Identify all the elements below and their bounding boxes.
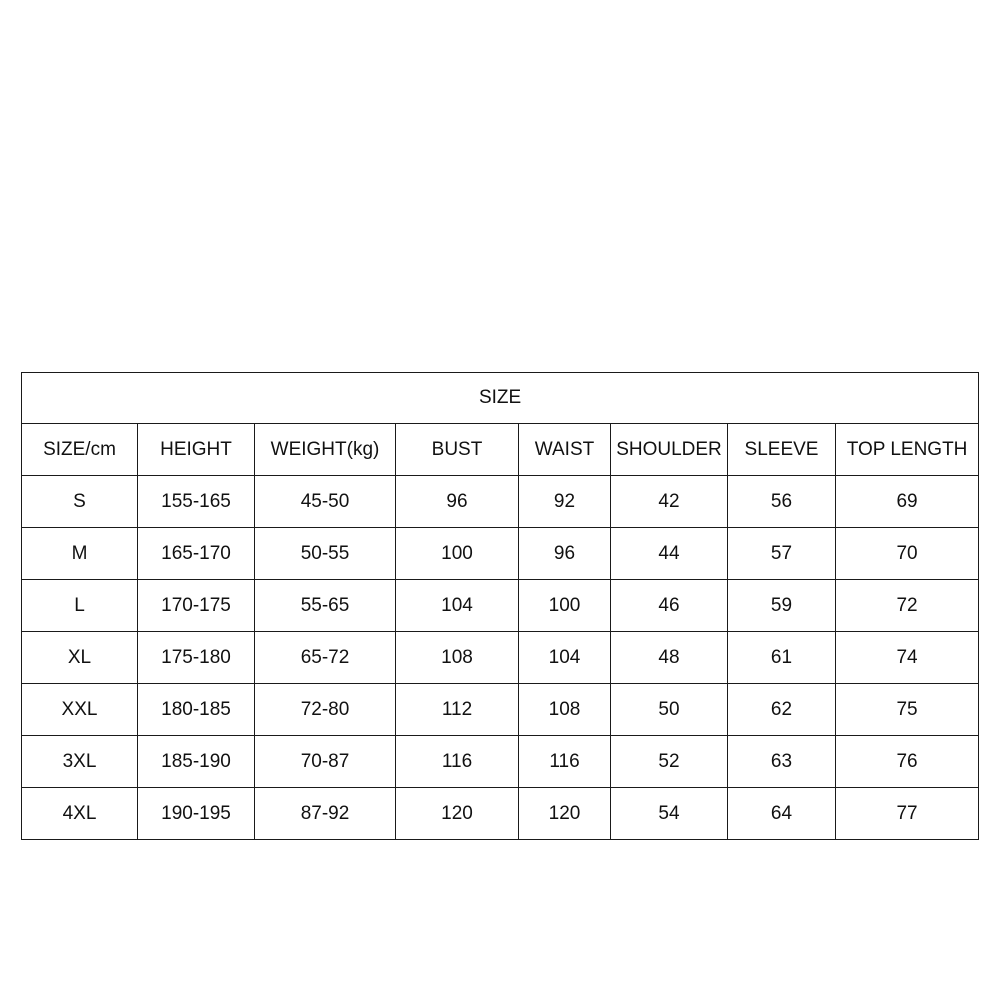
table-cell: 4XL [22,788,138,840]
table-cell: 112 [396,684,519,736]
column-header: SIZE/cm [22,424,138,476]
table-title-row [22,373,979,424]
table-cell: 87-92 [255,788,396,840]
table-cell: M [22,528,138,580]
table-cell: 46 [611,580,728,632]
table-cell: 61 [728,632,836,684]
table-cell: 96 [396,476,519,528]
table-cell: 77 [836,788,979,840]
table-cell: 72 [836,580,979,632]
table-cell: 54 [611,788,728,840]
table-cell: 72-80 [255,684,396,736]
table-cell: 55-65 [255,580,396,632]
table-cell: 116 [396,736,519,788]
table-cell: 76 [836,736,979,788]
table-cell: 74 [836,632,979,684]
table-cell: 92 [519,476,611,528]
table-cell: 170-175 [138,580,255,632]
column-header: SHOULDER [611,424,728,476]
table-cell: 62 [728,684,836,736]
table-cell: 96 [519,528,611,580]
size-chart-table [21,372,979,840]
table-cell: 100 [396,528,519,580]
column-header: TOP LENGTH [836,424,979,476]
table-cell: 64 [728,788,836,840]
table-row [22,528,979,580]
table-row [22,580,979,632]
table-cell: 100 [519,580,611,632]
table-cell: 190-195 [138,788,255,840]
table-cell: 175-180 [138,632,255,684]
table-cell: 108 [519,684,611,736]
table-cell: 59 [728,580,836,632]
table-cell: 63 [728,736,836,788]
table-cell: 42 [611,476,728,528]
table-row [22,684,979,736]
table-cell: XL [22,632,138,684]
column-header: SLEEVE [728,424,836,476]
table-cell: 70 [836,528,979,580]
table-cell: L [22,580,138,632]
table-cell: 120 [396,788,519,840]
column-header: WAIST [519,424,611,476]
table-cell: 70-87 [255,736,396,788]
table-cell: 50-55 [255,528,396,580]
table-title: SIZE [22,373,979,424]
table-cell: 155-165 [138,476,255,528]
table-row [22,788,979,840]
table-cell: 44 [611,528,728,580]
table-cell: 104 [396,580,519,632]
table-cell: 69 [836,476,979,528]
table-row [22,632,979,684]
table-cell: S [22,476,138,528]
table-cell: 165-170 [138,528,255,580]
table-cell: 120 [519,788,611,840]
table-cell: 3XL [22,736,138,788]
table-cell: XXL [22,684,138,736]
table-cell: 75 [836,684,979,736]
table-cell: 52 [611,736,728,788]
table-cell: 185-190 [138,736,255,788]
table-row [22,736,979,788]
table-cell: 65-72 [255,632,396,684]
table-cell: 45-50 [255,476,396,528]
table-cell: 50 [611,684,728,736]
table-cell: 56 [728,476,836,528]
column-header: BUST [396,424,519,476]
column-header: HEIGHT [138,424,255,476]
table-cell: 104 [519,632,611,684]
table-row [22,476,979,528]
table-cell: 48 [611,632,728,684]
table-cell: 180-185 [138,684,255,736]
table-cell: 57 [728,528,836,580]
column-header: WEIGHT(kg) [255,424,396,476]
table-header-row [22,424,979,476]
table-cell: 116 [519,736,611,788]
table-cell: 108 [396,632,519,684]
